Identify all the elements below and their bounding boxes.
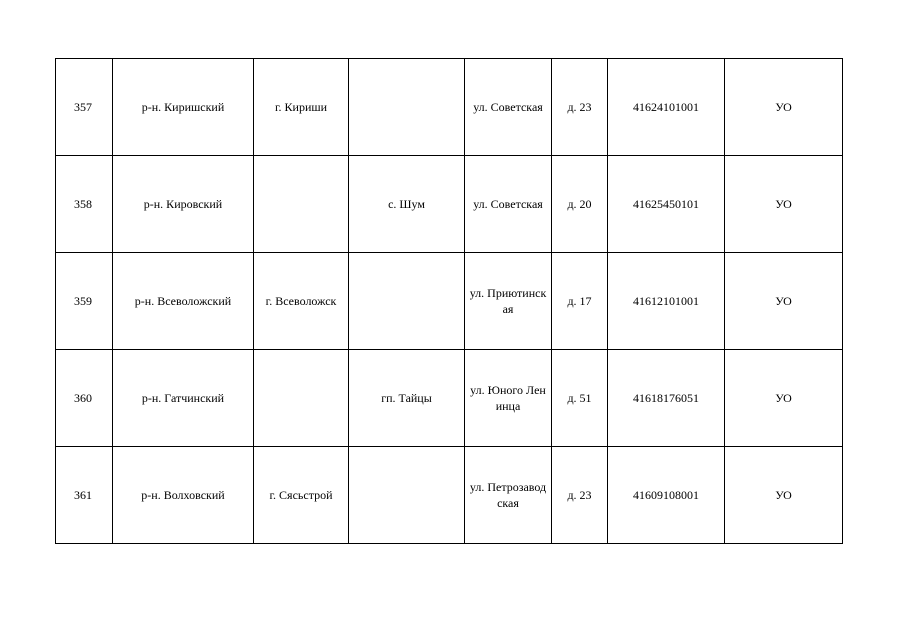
street-cell: ул. Приютинская [465,253,552,350]
type-cell: УО [725,59,843,156]
table-row [56,350,843,447]
street-cell: ул. Советская [465,156,552,253]
district-cell: р-н. Киришский [113,59,254,156]
oktmo-code-cell: 41625450101 [608,156,725,253]
street-cell: ул. Советская [465,59,552,156]
house-cell: д. 17 [552,253,608,350]
street-cell: ул. Юного Ленинца [465,350,552,447]
city-cell: г. Всеволожск [254,253,349,350]
settlement-cell: с. Шум [349,156,465,253]
oktmo-code-cell: 41618176051 [608,350,725,447]
settlement-cell [349,447,465,544]
table-row [56,156,843,253]
city-cell: г. Сясьстрой [254,447,349,544]
settlement-cell: гп. Тайцы [349,350,465,447]
row-number-cell: 357 [56,59,113,156]
city-cell [254,156,349,253]
settlement-cell [349,59,465,156]
district-cell: р-н. Кировский [113,156,254,253]
table-row [56,59,843,156]
table-row [56,447,843,544]
oktmo-code-cell: 41624101001 [608,59,725,156]
district-cell: р-н. Гатчинский [113,350,254,447]
row-number-cell: 358 [56,156,113,253]
type-cell: УО [725,156,843,253]
city-cell: г. Кириши [254,59,349,156]
address-registry-table [55,58,843,544]
type-cell: УО [725,253,843,350]
row-number-cell: 359 [56,253,113,350]
house-cell: д. 23 [552,59,608,156]
district-cell: р-н. Волховский [113,447,254,544]
type-cell: УО [725,350,843,447]
settlement-cell [349,253,465,350]
row-number-cell: 361 [56,447,113,544]
house-cell: д. 51 [552,350,608,447]
oktmo-code-cell: 41609108001 [608,447,725,544]
house-cell: д. 20 [552,156,608,253]
district-cell: р-н. Всеволожский [113,253,254,350]
street-cell: ул. Петрозаводская [465,447,552,544]
table-row [56,253,843,350]
row-number-cell: 360 [56,350,113,447]
type-cell: УО [725,447,843,544]
house-cell: д. 23 [552,447,608,544]
city-cell [254,350,349,447]
oktmo-code-cell: 41612101001 [608,253,725,350]
